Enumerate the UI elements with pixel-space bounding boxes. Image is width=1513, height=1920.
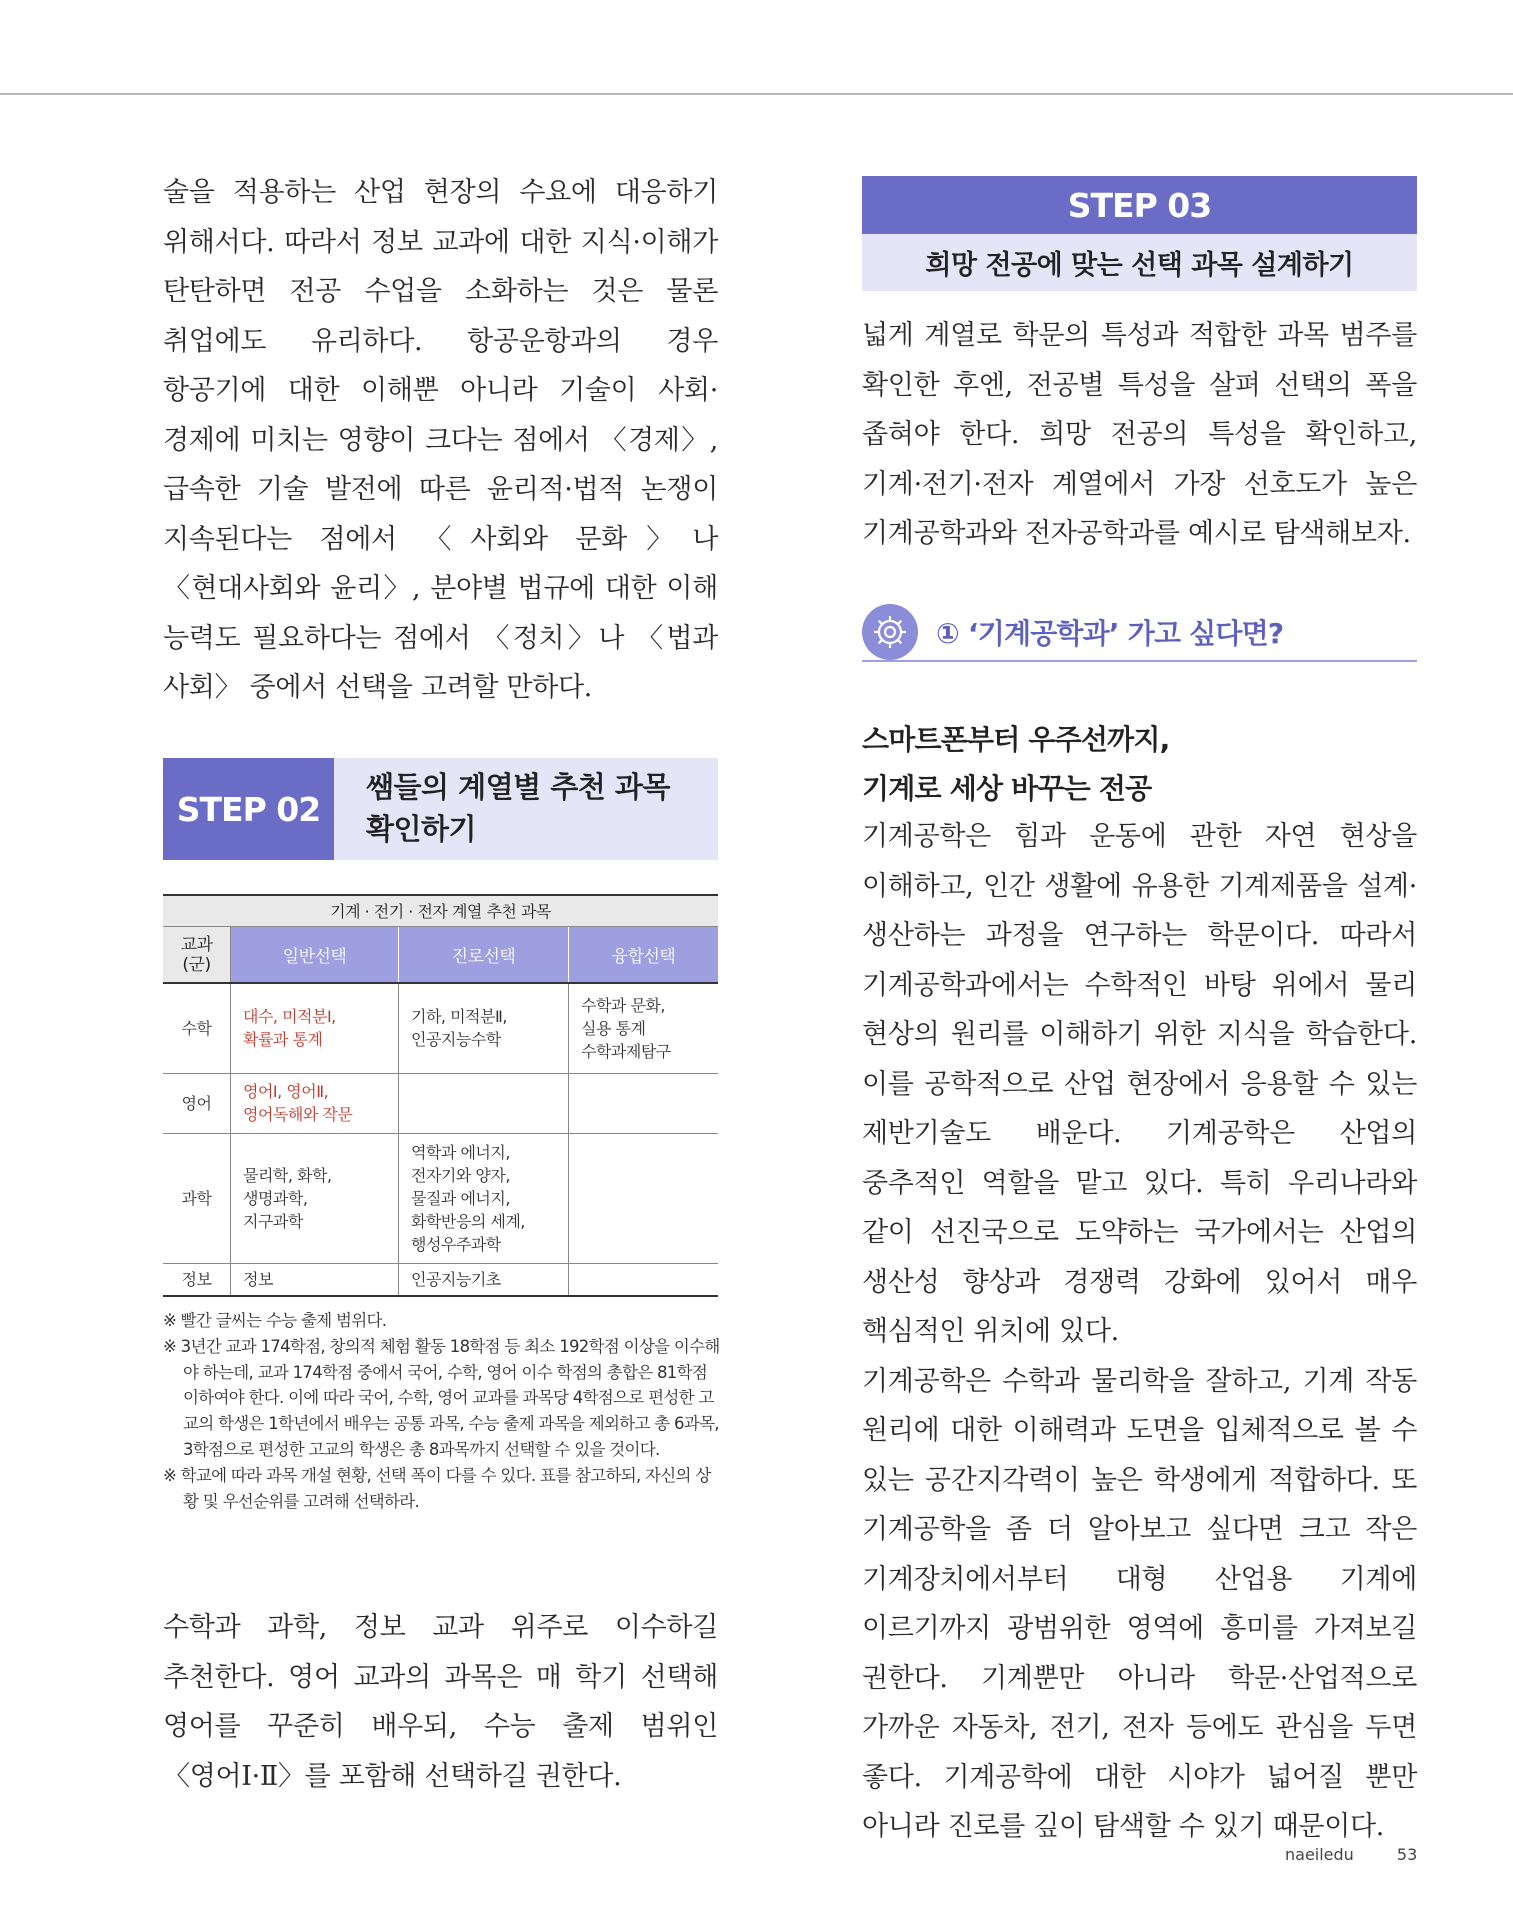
right-top: [862, 176, 1417, 559]
fusion-cell-line: 수학과 문화,: [581, 995, 665, 1015]
step03-banner: [862, 176, 1417, 291]
right-body-paragraph-2: 기계공학은 수학과 물리학을 잘하고, 기계 작동 원리에 대한 이해력과 도면을 입체적으로 볼 수 있는 공간지각력이 높은 학생에게 적합하다. 또 기계공학을 좀 더 알아보고 싶다면 크고 작은 기계장치에서부터 대형 산업용 기계에 이르기까지 광범위한 영역에 흥미를 가져보길 권한다. 기계뿐만 아니라 학문·산업적으로 가까운 자동차, 전기, 전자 등에도 관심을 두면 좋다. 기계공학에 대한 시야가 넓어질 뿐만 아니라 진로를 깊이 탐색할 수 있기 때문이다.: [862, 1365, 1417, 1842]
general-cell-line: 생명과학,: [243, 1188, 308, 1208]
right-body-paragraph-1: 기계공학은 힘과 운동에 관한 자연 현상을 이해하고, 인간 생활에 유용한 기계제품을 설계·생산하는 과정을 연구하는 학문이다. 따라서 기계공학과에서는 수학적인 바탕 위에서 물리 현상의 원리를 이해하기 위한 지식을 학습한다. 이를 공학적으로 산업 현장에서 응용할 수 있는 제반기술도 배운다. 기계공학은 산업의 중추적인 역할을 맡고 있다. 특히 우리나라와 같이 선진국으로 도약하는 국가에서는 산업의 생산성 향상과 경쟁력 강화에 있어서 매우 핵심적인 위치에 있다.: [862, 821, 1417, 1347]
note-3: ※ 학교에 따라 과목 개설 현황, 선택 폭이 다를 수 있다. 표를 참고하되, 자신의 상황 및 우선순위를 고려해 선택하라.: [163, 1465, 711, 1511]
section-label: ① ‘기계공학과’ 가고 싶다면?: [936, 617, 1284, 650]
general-cell-line: 정보: [243, 1269, 273, 1289]
gear-icon: [862, 604, 918, 660]
career-cell-line: 전자기와 양자,: [411, 1165, 510, 1185]
general-cell: [231, 1073, 399, 1133]
fusion-cell: [569, 983, 719, 1073]
career-cell-line: 화학반응의 세계,: [411, 1211, 525, 1231]
table-caption: 기계 · 전기 · 전자 계열 추천 과목: [163, 895, 718, 927]
general-cell-line: 물리학, 화학,: [243, 1165, 332, 1185]
col-header-general: 일반선택: [231, 927, 399, 984]
general-cell-line: 대수, 미적분Ⅰ,: [243, 1007, 336, 1027]
general-cell-line: 영어Ⅰ, 영어Ⅱ,: [243, 1082, 329, 1101]
step02-banner: [163, 758, 718, 860]
step03-title: 희망 전공에 맞는 선택 과목 설계하기: [862, 234, 1417, 291]
fusion-cell: [569, 1073, 719, 1133]
subhead-line1: 스마트폰부터 우주선까지,: [862, 723, 1170, 756]
row-header-cell: [163, 927, 231, 984]
career-cell-line: 물질과 에너지,: [411, 1188, 510, 1208]
general-cell-line: 영어독해와 작문: [243, 1105, 353, 1124]
left-top-text: [163, 168, 718, 713]
step02-badge: STEP 02: [163, 758, 334, 860]
career-cell: [399, 983, 569, 1073]
footer: [1285, 1845, 1417, 1864]
step03-badge: STEP 03: [862, 176, 1417, 234]
career-cell-line: 역학과 에너지,: [411, 1142, 510, 1162]
fusion-cell: [569, 1133, 719, 1263]
general-cell: [231, 983, 399, 1073]
subject-cell: 과학: [163, 1133, 231, 1263]
table-header-row: [163, 927, 718, 984]
section-heading: [862, 604, 1417, 662]
left-top-paragraph: 술을 적용하는 산업 현장의 수요에 대응하기 위해서다. 따라서 정보 교과에 대한 지식·이해가 탄탄하면 전공 수업을 소화하는 것은 물론 취업에도 유리하다. 항공운항과의 경우 항공기에 대한 이해뿐 아니라 기술이 사회·경제에 미치는 영향이 크다는 점에서 〈경제〉, 급속한 기술 발전에 따른 윤리적·법적 논쟁이 지속된다는 점에서 〈사회와 문화〉나 〈현대사회와 윤리〉, 분야별 법규에 대한 이해 능력도 필요하다는 점에서 〈정치〉나 〈법과 사회〉 중에서 선택을 고려할 만하다.: [163, 177, 718, 703]
table-row: [163, 1133, 718, 1263]
career-cell-line: 행성우주과학: [411, 1234, 501, 1254]
step02-title-line2: 확인하기: [366, 812, 477, 846]
career-cell: [399, 1133, 569, 1263]
general-cell-line: 확률과 통계: [243, 1030, 323, 1050]
subhead: [862, 715, 1417, 813]
col-header-career: 진로선택: [399, 927, 569, 984]
step02-title-line1: 쌤들의 계열별 추천 과목: [366, 770, 670, 804]
career-cell-line: 기하, 미적분Ⅱ,: [411, 1007, 507, 1027]
note-1: ※ 빨간 글씨는 수능 출제 범위다.: [163, 1311, 387, 1330]
table-row: [163, 1073, 718, 1133]
fusion-cell: [569, 1263, 719, 1296]
footer-brand: naeiledu: [1285, 1845, 1354, 1864]
career-cell: [399, 1263, 569, 1296]
step02-title: [334, 758, 718, 860]
subject-cell: 영어: [163, 1073, 231, 1133]
fusion-cell-line: 수학과제탐구: [581, 1041, 671, 1061]
career-cell: [399, 1073, 569, 1133]
top-rule: [0, 93, 1513, 95]
career-cell-line: 인공지능수학: [411, 1030, 501, 1050]
subject-cell: 정보: [163, 1263, 231, 1296]
row-header-line2: (군): [182, 954, 211, 975]
general-cell: [231, 1133, 399, 1263]
right-intro-paragraph: 넓게 계열로 학문의 특성과 적합한 과목 범주를 확인한 후엔, 전공별 특성을 살펴 선택의 폭을 좁혀야 한다. 희망 전공의 특성을 확인하고, 기계·전기·전자 계열에서 가장 선호도가 높은 기계공학과와 전자공학과를 예시로 탐색해보자.: [862, 320, 1417, 549]
left-bottom-paragraph: 수학과 과학, 정보 교과 위주로 이수하길 추천한다. 영어 교과의 과목은 매 학기 선택해 영어를 꾸준히 배우되, 수능 출제 범위인 〈영어Ⅰ·Ⅱ〉를 포함해 선택하길 권한다.: [163, 1612, 718, 1792]
table-row: [163, 1263, 718, 1296]
subhead-line2: 기계로 세상 바꾸는 전공: [862, 772, 1152, 805]
right-body: [862, 812, 1417, 1852]
general-cell: [231, 1263, 399, 1296]
col-header-fusion: 융합선택: [569, 927, 719, 984]
table-notes: [163, 1308, 723, 1514]
page-number: 53: [1396, 1845, 1418, 1864]
career-cell-line: 인공지능기초: [411, 1269, 501, 1289]
general-cell-line: 지구과학: [243, 1211, 303, 1231]
recommend-table: [163, 894, 718, 1297]
subject-cell: 수학: [163, 983, 231, 1073]
fusion-cell-line: 실용 통계: [581, 1018, 646, 1038]
left-bottom-text: [163, 1603, 718, 1801]
table-row: [163, 983, 718, 1073]
note-2: ※ 3년간 교과 174학점, 창의적 체험 활동 18학점 등 최소 192학점 이상을 이수해야 하는데, 교과 174학점 중에서 국어, 수학, 영어 이수 학점의 총합은 81학점 이하여야 한다. 이에 따라 국어, 수학, 영어 교과를 과목당 4학점으로 편성한 고교의 학생은 1학년에서 배우는 공통 과목, 수능 출제 과목을 제외하고 총 6과목, 3학점으로 편성한 고교의 학생은 총 8과목까지 선택할 수 있을 것이다.: [163, 1336, 720, 1459]
row-header-line1: 교과: [180, 934, 213, 955]
